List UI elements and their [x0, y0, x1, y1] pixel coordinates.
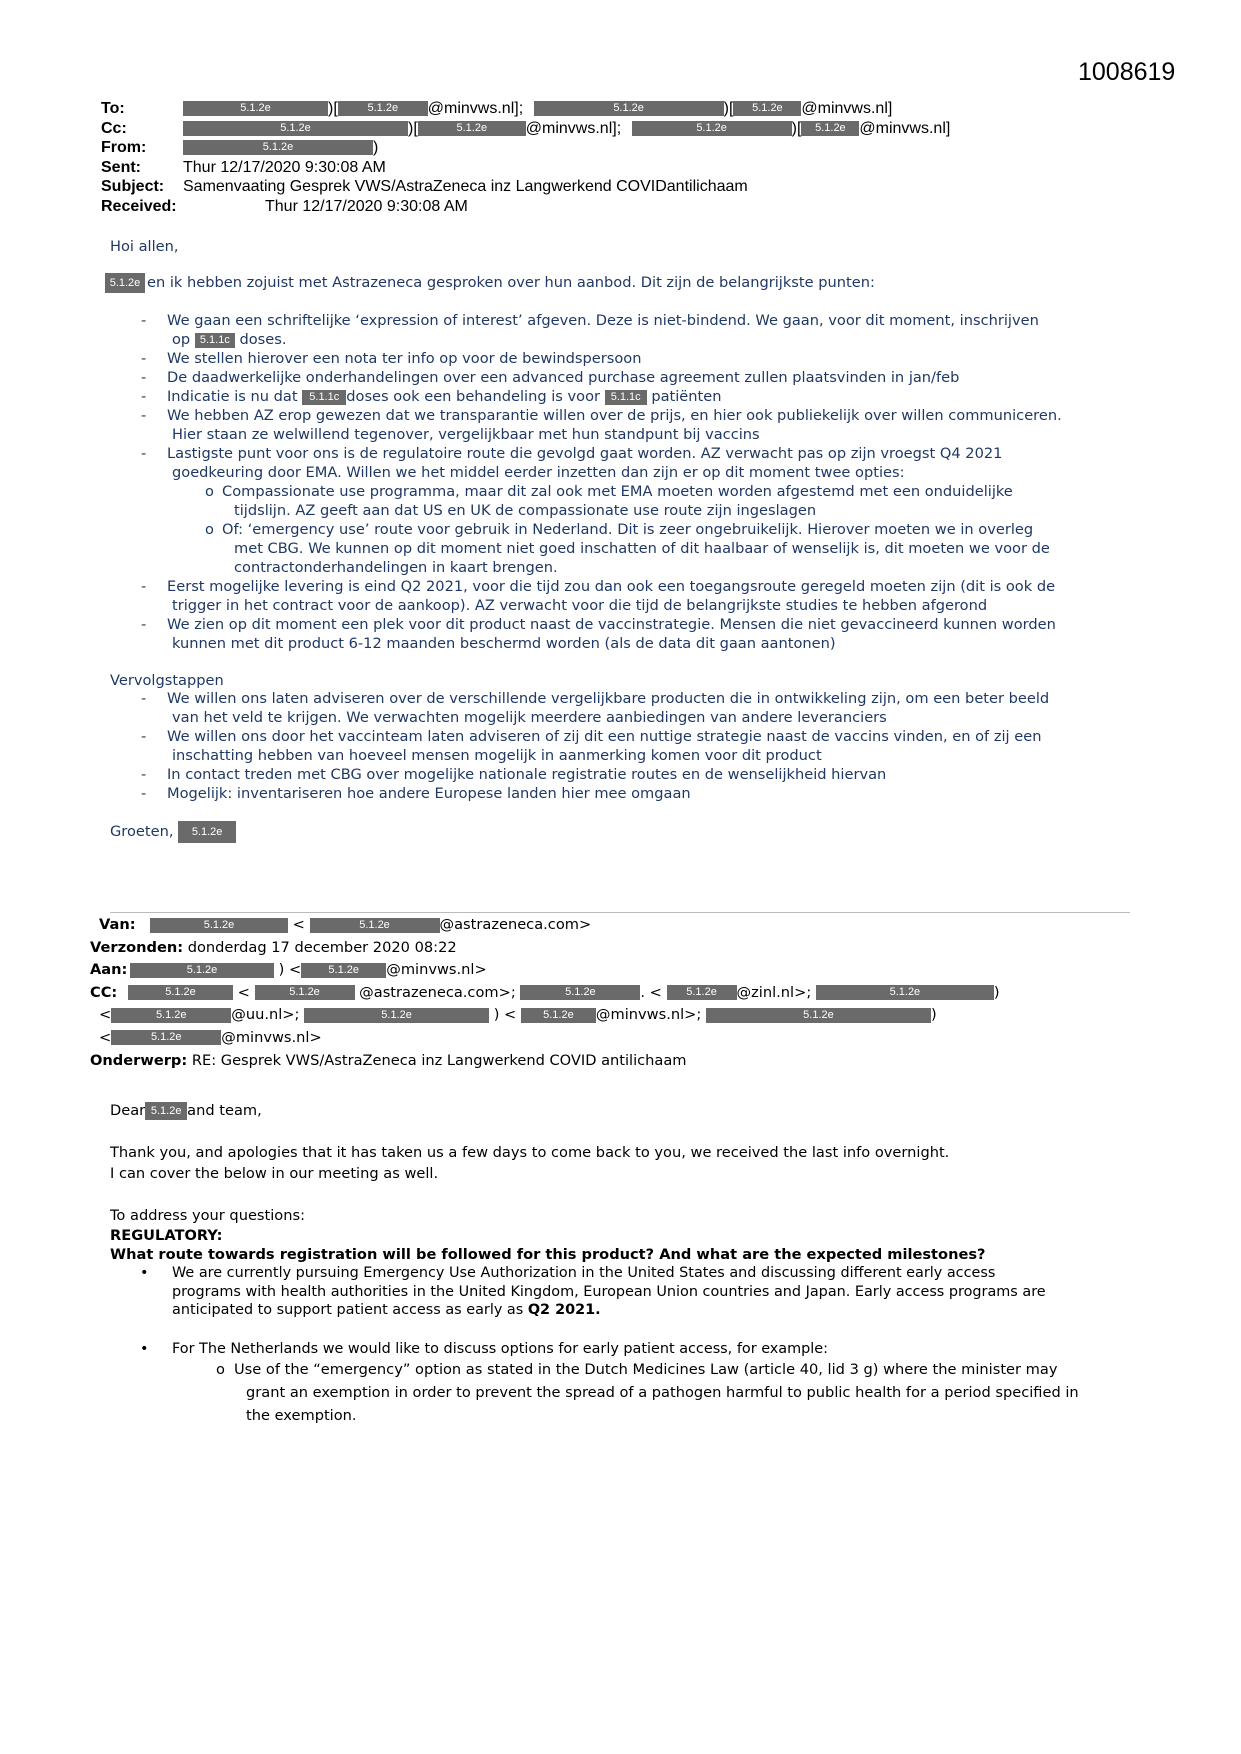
redaction-box: 5.1.2e — [301, 963, 386, 978]
sub-bullet-item: o Use of the “emergency” option as stated in the Dutch Medicines Law (article 40, lid 3 g) where the minister may — [216, 1361, 1058, 1378]
redaction-box: 5.1.2e — [816, 985, 994, 1000]
redaction-box: 5.1.2e — [520, 985, 640, 1000]
list-item: - We gaan een schriftelijke ‘expression of interest’ afgeven. Deze is niet-bindend. We gaan, voor dit moment, inschrijven — [141, 312, 1039, 329]
next-steps-title: Vervolgstappen — [110, 672, 224, 689]
list-item: - We willen ons door het vaccinteam laten adviseren of zij dit een nuttige strategie naast de vaccins vinden, en of zij een — [141, 728, 1042, 745]
intro-line: 5.1.2e en ik hebben zojuist met Astrazeneca gesproken over hun aanbod. Dit zijn de belangrijkste punten: — [105, 273, 1130, 293]
list-item: - Mogelijk: inventariseren hoe andere Europese landen hier mee omgaan — [141, 785, 691, 802]
list-item: - Eerst mogelijke levering is eind Q2 2021, voor die tijd zou dan ook een toegangsroute geregeld moeten zijn (dit is ook de — [141, 578, 1056, 595]
subject-label: Subject: — [101, 178, 165, 195]
message-body-1 — [110, 238, 1130, 843]
sent-label: Sent: — [101, 158, 141, 176]
redaction-box: 5.1.2e — [534, 101, 724, 116]
sub-list-item: o Of: ‘emergency use’ route voor gebruik in Nederland. Dit is zeer ongebruikelijk. Hierover moeten we in overleg — [205, 521, 1034, 538]
section-heading: REGULATORY: — [110, 1227, 223, 1244]
redaction-box: 5.1.2e — [632, 121, 792, 136]
document-id: 1008619 — [1078, 58, 1176, 86]
paragraph: Thank you, and apologies that it has taken us a few days to come back to you, we received the last info overnight. — [110, 1144, 950, 1161]
cc-row: CC: 5.1.2e < 5.1.2e @astrazeneca.com>; 5.1.2e . < 5.1.2e @zinl.nl>; 5.1.2e ) — [90, 983, 1000, 1001]
cc-row-2: < 5.1.2e @uu.nl>; 5.1.2e ) < 5.1.2e @minvws.nl>; 5.1.2e ) — [99, 1006, 937, 1024]
list-item: - Lastigste punt voor ons is de regulatoire route die gevolgd gaat worden. AZ verwacht pas op zijn vroegst Q4 2021 — [141, 445, 1003, 462]
redaction-box: 5.1.1c — [302, 390, 346, 405]
list-item: - Indicatie is nu dat 5.1.1c doses ook een behandeling is voor 5.1.1c patiënten — [141, 388, 722, 405]
redaction-box: 5.1.2e — [178, 821, 236, 843]
redaction-box: 5.1.2e — [183, 121, 408, 136]
list-item-cont: kunnen met dit product 6-12 maanden beschermd worden (als de data dit gaan aantonen) — [172, 635, 836, 652]
cc-label: Cc: — [101, 119, 127, 137]
sub-list-item-cont: contractonderhandelingen in kaart brengen. — [234, 559, 558, 576]
redaction-box: 5.1.2e — [418, 121, 526, 136]
verzonden-row: Verzonden: donderdag 17 december 2020 08:22 — [90, 938, 457, 956]
van-row: Van: 5.1.2e < 5.1.2e @astrazeneca.com> — [99, 916, 592, 933]
list-item-cont: op 5.1.1c doses. — [172, 331, 287, 348]
to-label: To: — [101, 100, 125, 117]
sub-bullet-item-cont: grant an exemption in order to prevent the spread of a pathogen harmful to public health for a period specified in — [246, 1384, 1079, 1401]
paragraph: To address your questions: — [110, 1207, 305, 1224]
from-label: From: — [101, 139, 147, 156]
redaction-box: 5.1.2e — [130, 963, 274, 978]
cc-row-3: < 5.1.2e @minvws.nl> — [99, 1028, 322, 1046]
sub-bullet-item-cont: the exemption. — [246, 1407, 357, 1424]
list-item-cont: goedkeuring door EMA. Willen we het middel eerder inzetten dan zijn er op dit moment twee opties: — [172, 464, 905, 481]
redaction-box: 5.1.2e — [338, 101, 428, 116]
subject-row — [101, 178, 748, 198]
list-item: - We willen ons laten adviseren over de verschillende vergelijkbare producten die in ontwikkeling zijn, om een beter beeld — [141, 690, 1050, 707]
dear-line: Dear 5.1.2e and team, — [110, 1102, 262, 1119]
subject-value: Samenvaating Gesprek VWS/AstraZeneca inz Langwerkend COVIDantilichaam — [183, 178, 748, 195]
sent-row — [101, 159, 748, 179]
onderwerp-row: Onderwerp: RE: Gesprek VWS/AstraZeneca inz Langwerkend COVID antilichaam — [90, 1051, 687, 1069]
redaction-box: 5.1.2e — [310, 918, 440, 933]
redaction-box: 5.1.1c — [195, 333, 235, 348]
redaction-box: 5.1.2e — [111, 1030, 221, 1045]
redaction-box: 5.1.2e — [111, 1008, 231, 1023]
to-row: To: 5.1.2e )[ 5.1.2e @minvws.nl]; 5.1.2e )[ 5.1.2e @minvws.nl] — [101, 100, 893, 117]
sub-list-item: o Compassionate use programma, maar dit zal ook met EMA moeten worden afgestemd met een onduidelijke — [205, 483, 1013, 500]
redaction-box: 5.1.2e — [255, 985, 355, 1000]
bullet-item-cont: programs with health authorities in the United Kingdom, European Union countries and Japan. Early access programs are — [172, 1283, 1046, 1300]
redaction-box: 5.1.2e — [183, 101, 328, 116]
cc-row: Cc: 5.1.2e )[ 5.1.2e @minvws.nl]; 5.1.2e )[ 5.1.2e @minvws.nl] — [101, 119, 951, 137]
list-item: - We stellen hierover een nota ter info op voor de bewindspersoon — [141, 350, 642, 367]
redaction-box: 5.1.2e — [150, 918, 288, 933]
bullet-item: • For The Netherlands we would like to discuss options for early patient access, for example: — [140, 1340, 828, 1357]
aan-row: Aan: 5.1.2e ) < 5.1.2e @minvws.nl> — [90, 961, 487, 979]
message-body-2 — [110, 1100, 1140, 1427]
redaction-box: 5.1.2e — [706, 1008, 931, 1023]
list-item-cont: trigger in het contract voor de aankoop). AZ verwacht voor die tijd de belangrijkste studies te hebben afgerond — [172, 597, 988, 614]
redaction-box: 5.1.2e — [145, 1102, 187, 1120]
email-domain: @minvws.nl]; — [427, 100, 524, 117]
greeting: Hoi allen, — [110, 238, 179, 255]
redaction-box: 5.1.1c — [605, 390, 647, 405]
redaction-box: 5.1.2e — [733, 101, 801, 116]
email-domain: @minvws.nl]; — [525, 119, 622, 137]
received-row — [101, 198, 748, 218]
separator-line — [110, 912, 1130, 913]
closing-line: Groeten, 5.1.2e — [110, 821, 1130, 843]
list-item: - De daadwerkelijke onderhandelingen over een advanced purchase agreement zullen plaatsvinden in jan/feb — [141, 369, 960, 386]
email-domain: @minvws.nl] — [801, 100, 893, 117]
list-item: - We zien op dit moment een plek voor dit product naast de vaccinstrategie. Mensen die niet gevaccineerd kunnen worden — [141, 616, 1056, 633]
from-row: From: 5.1.2e ) — [101, 139, 379, 156]
redaction-box: 5.1.2e — [183, 140, 373, 155]
list-item: - In contact treden met CBG over mogelijke nationale registratie routes en de wenselijkheid hiervan — [141, 766, 887, 783]
received-label: Received: — [101, 197, 177, 215]
list-item-cont: inschatting hebben van hoeveel mensen mogelijk in aanmerking komen voor dit product — [172, 747, 822, 764]
question-heading: What route towards registration will be followed for this product? And what are the expected milestones? — [110, 1246, 986, 1263]
redaction-box: 5.1.2e — [304, 1008, 489, 1023]
sub-list-item-cont: tijdslijn. AZ geeft aan dat US en UK de compassionate use route zijn ingeslagen — [234, 502, 817, 519]
received-value: Thur 12/17/2020 9:30:08 AM — [265, 197, 468, 215]
list-item-cont: Hier staan ze welwillend tegenover, vergelijkbaar met hun standpunt bij vaccins — [172, 426, 760, 443]
redaction-box: 5.1.2e — [105, 273, 145, 293]
redaction-box: 5.1.2e — [521, 1008, 596, 1023]
sent-value: Thur 12/17/2020 9:30:08 AM — [183, 158, 386, 176]
forwarded-header — [90, 916, 1000, 1074]
redaction-box: 5.1.2e — [801, 121, 859, 136]
email-domain: @minvws.nl] — [859, 119, 951, 137]
sub-list-item-cont: met CBG. We kunnen op dit moment niet goed inschatten of dit haalbaar of wenselijk is, dit moeten we voor de — [234, 540, 1050, 557]
bullet-item: • We are currently pursuing Emergency Use Authorization in the United States and discussing different early access — [140, 1265, 996, 1281]
email-header — [101, 100, 951, 217]
bullet-item-cont: anticipated to support patient access as early as Q2 2021. — [172, 1302, 601, 1318]
redaction-box: 5.1.2e — [128, 985, 233, 1000]
list-item: - We hebben AZ erop gewezen dat we transparantie willen over de prijs, en hier ook publiekelijk over willen communiceren. — [141, 407, 1062, 424]
paragraph: I can cover the below in our meeting as well. — [110, 1165, 439, 1182]
redaction-box: 5.1.2e — [667, 985, 737, 1000]
list-item-cont: van het veld te krijgen. We verwachten mogelijk meerdere aanbiedingen van andere leveranciers — [172, 709, 887, 726]
